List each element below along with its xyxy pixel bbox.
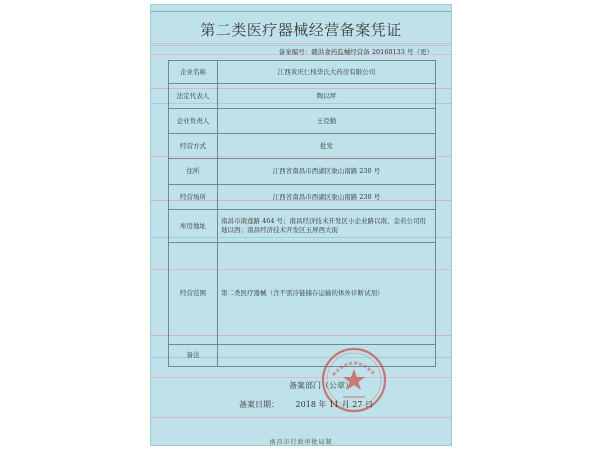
certificate-sheet xyxy=(150,4,452,446)
field-label: 企业负责人 xyxy=(169,109,218,134)
record-date-value: 2018 年 11 月 27 日 xyxy=(295,400,373,409)
field-value: 第二类医疗器械（含不需冷链储存运输的体外诊断试剂） xyxy=(218,243,436,345)
field-label: 住所 xyxy=(169,159,218,185)
field-label: 法定代表人 xyxy=(169,84,218,109)
record-number: 备案编号：赣洪食药监械经营备 20160133 号（更） xyxy=(278,48,433,56)
field-label: 备注 xyxy=(169,345,218,367)
field-label: 经营方式 xyxy=(169,134,218,159)
table-row xyxy=(169,159,436,185)
scan-streak xyxy=(151,43,451,44)
field-label: 经营场所 xyxy=(169,185,218,210)
record-date-label: 备案日期： xyxy=(239,400,279,409)
table-row xyxy=(169,109,436,134)
certificate-title: 第二类医疗器械经营备案凭证 xyxy=(200,21,402,39)
record-date xyxy=(151,399,451,410)
table-row xyxy=(169,185,436,210)
issuer-footer: 南昌市行政审批局制 xyxy=(269,439,333,446)
certificate-table xyxy=(168,60,436,367)
field-label: 库房地址 xyxy=(169,210,218,243)
table-row xyxy=(169,345,436,367)
field-value: 江西省南昌市西湖区象山南路 230 号 xyxy=(218,185,436,210)
scan-streak xyxy=(151,45,451,46)
field-value: 批发 xyxy=(218,134,436,159)
field-label: 企业名称 xyxy=(169,61,218,84)
table-row xyxy=(169,84,436,109)
field-value: 王克勤 xyxy=(218,109,436,134)
issuing-department: 备案部门（公章） xyxy=(289,381,353,390)
scan-streak xyxy=(151,417,451,418)
field-value: 江西黄庆仁栈华氏大药房有限公司 xyxy=(218,61,436,84)
field-value: 南昌市南莲路 464 号；南昌经济技术开发区小企业路以南、金若公司用地以西；南昌经济技术开发区玉屏西大街 xyxy=(218,210,436,243)
table-row xyxy=(169,210,436,243)
field-value: 江西省南昌市西湖区象山南路 230 号 xyxy=(218,159,436,185)
scan-streak xyxy=(151,11,451,12)
field-label: 经营范围 xyxy=(169,243,218,345)
field-value: 陶以坪 xyxy=(218,84,436,109)
table-row xyxy=(169,61,436,84)
table-row xyxy=(169,134,436,159)
scan-streak xyxy=(151,377,451,378)
table-row xyxy=(169,243,436,345)
